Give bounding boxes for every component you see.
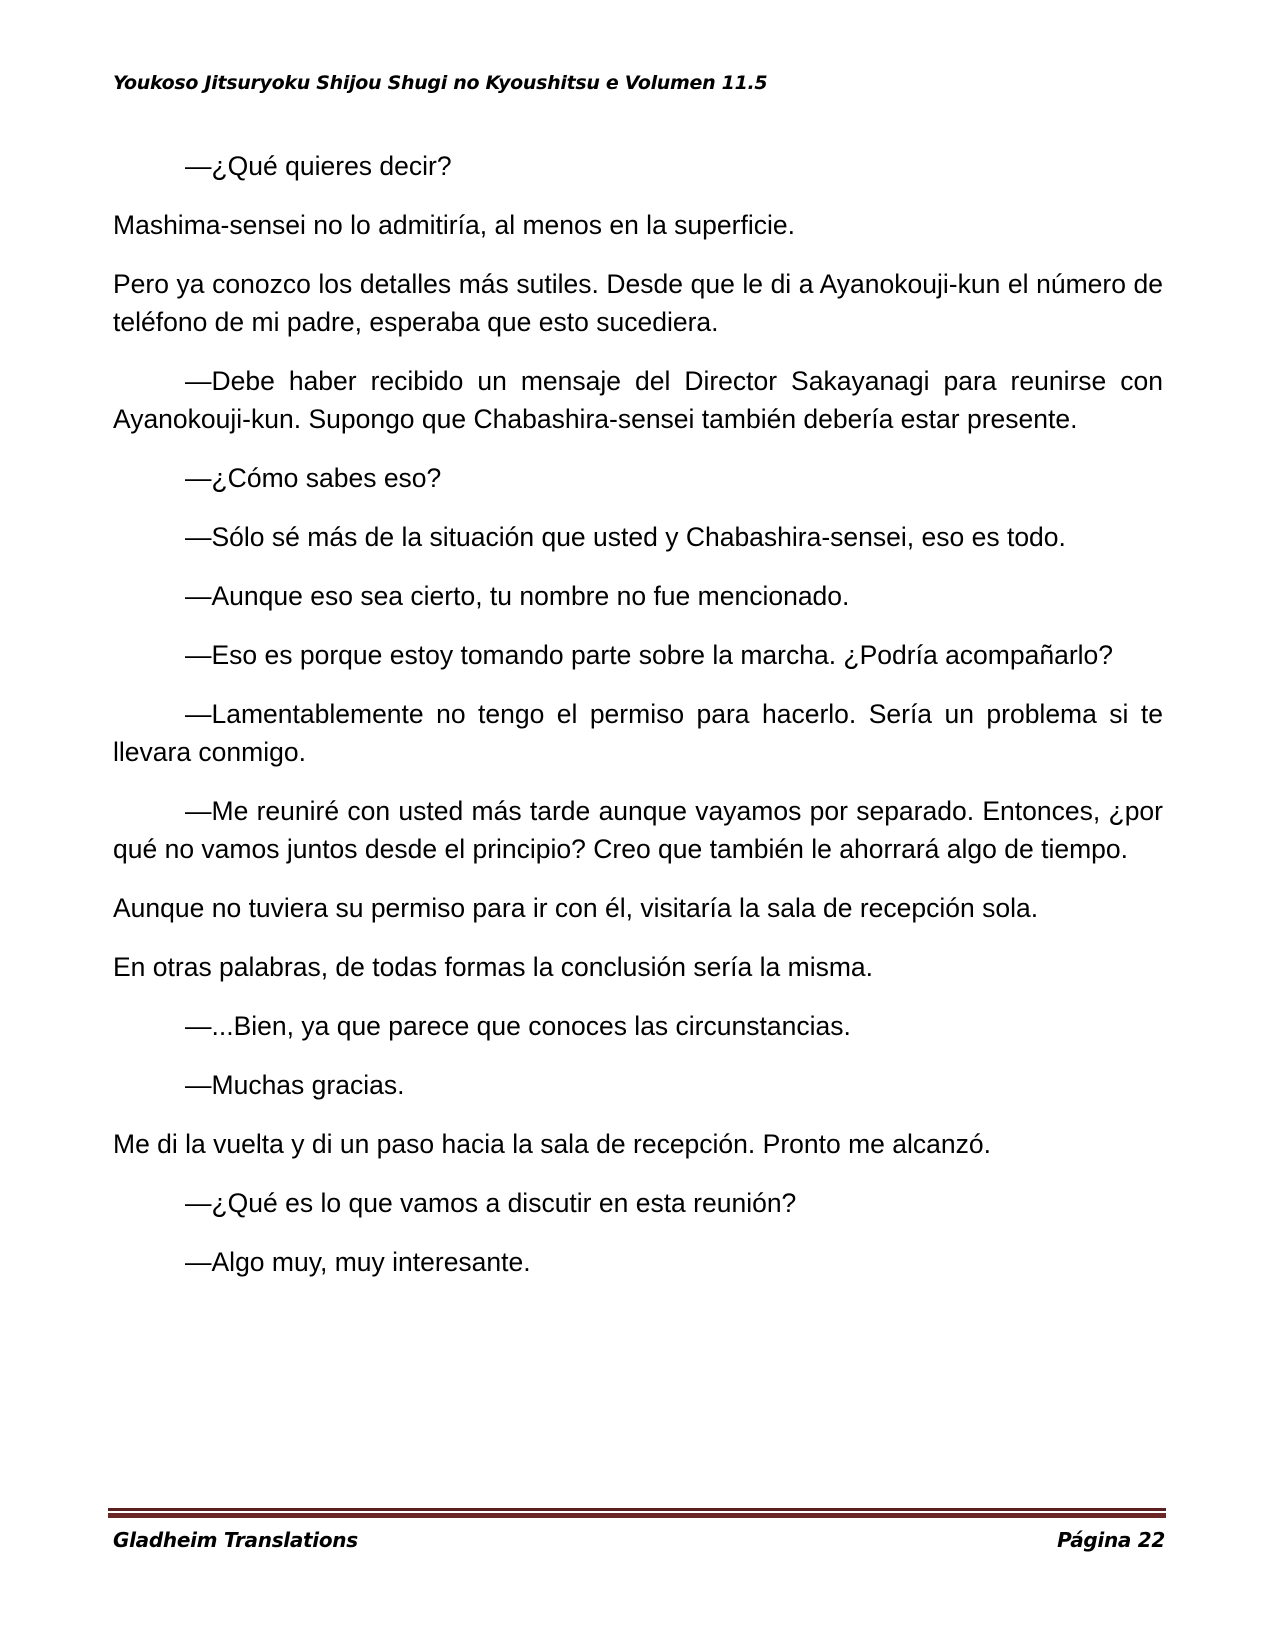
paragraph: —Eso es porque estoy tomando parte sobre la marcha. ¿Podría acompañarlo?: [185, 640, 1114, 670]
paragraph: Mashima-sensei no lo admitiría, al menos en la superficie.: [113, 210, 795, 240]
paragraph: Me di la vuelta y di un paso hacia la sala de recepción. Pronto me alcanzó.: [113, 1129, 991, 1159]
paragraph: —Aunque eso sea cierto, tu nombre no fue mencionado.: [185, 581, 850, 611]
paragraph: —Debe haber recibido un mensaje del Director Sakayanagi para reunirse con Ayanokouji-kun. Supongo que Chabashira-sensei también debería estar presente.: [113, 366, 1163, 434]
paragraph: En otras palabras, de todas formas la conclusión sería la misma.: [113, 952, 874, 982]
footer-divider-thick-line: [108, 1513, 1166, 1518]
paragraph: —Lamentablemente no tengo el permiso para hacerlo. Sería un problema si te llevara conmigo.: [113, 699, 1163, 767]
paragraph: Pero ya conozco los detalles más sutiles. Desde que le di a Ayanokouji-kun el número de teléfono de mi padre, esperaba que esto sucediera.: [113, 269, 1163, 337]
paragraph: —¿Qué es lo que vamos a discutir en esta reunión?: [185, 1188, 797, 1218]
paragraph: —¿Qué quieres decir?: [185, 151, 452, 181]
page-header-title: Youkoso Jitsuryoku Shijou Shugi no Kyoushitsu e Volumen 11.5: [113, 72, 768, 94]
footer-page-number: Página 22: [1057, 1528, 1165, 1552]
paragraph: —Sólo sé más de la situación que usted y Chabashira-sensei, eso es todo.: [185, 522, 1066, 552]
page-body: [113, 147, 1163, 1302]
paragraph: —Algo muy, muy interesante.: [185, 1247, 531, 1277]
footer-translator-credit: Gladheim Translations: [113, 1528, 358, 1552]
paragraph: —¿Cómo sabes eso?: [185, 463, 442, 493]
paragraph: Aunque no tuviera su permiso para ir con él, visitaría la sala de recepción sola.: [113, 893, 1039, 923]
paragraph: —Muchas gracias.: [185, 1070, 405, 1100]
footer-divider: [108, 1508, 1166, 1518]
paragraph: —...Bien, ya que parece que conoces las circunstancias.: [185, 1011, 851, 1041]
paragraph: —Me reuniré con usted más tarde aunque vayamos por separado. Entonces, ¿por qué no vamos juntos desde el principio? Creo que también le ahorrará algo de tiempo.: [113, 796, 1163, 864]
